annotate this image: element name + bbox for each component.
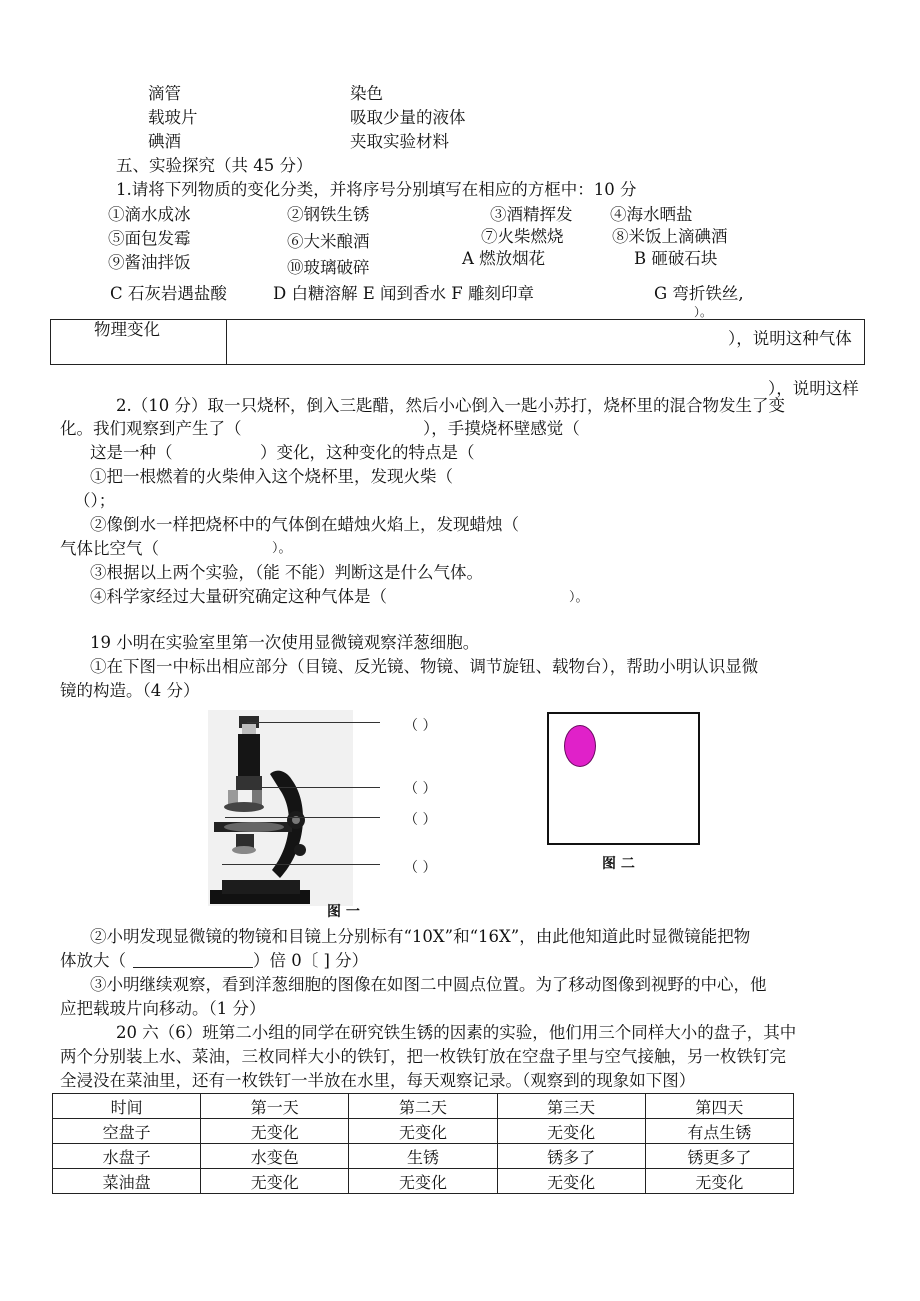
q1-item: A 燃放烟花: [462, 249, 546, 268]
q1-item: ⑧米饭上滴碘酒: [612, 227, 728, 246]
q20-line-3: 全浸没在菜油里，还有一枚铁钉一半放在水里，每天观察记录。（观察到的现象如下图）: [60, 1071, 696, 1090]
table-cell: 锈更多了: [645, 1144, 793, 1169]
q19-sub2a: ②小明发现显微镜的物镜和目镜上分别标有“10X”和“16X”，由此他知道此时显微镜能把物: [90, 927, 751, 946]
table-header-row: [53, 1094, 794, 1119]
q1-item: ①滴水成冰: [108, 205, 191, 224]
table-cell: 生锈: [349, 1144, 497, 1169]
match-right-2: 吸取少量的液体: [350, 108, 466, 127]
q2-line-5: （）；: [74, 491, 116, 510]
q1-item: ⑦火柴燃烧: [481, 227, 564, 246]
cell-dot: [564, 725, 596, 767]
table-header-cell: 第二天: [349, 1094, 497, 1119]
q1-item: ⑨酱油拌饭: [108, 253, 191, 272]
overlap-text-1: ），说明这种气体: [728, 329, 852, 348]
label-line: [247, 787, 380, 788]
rust-observation-table: [52, 1093, 794, 1194]
q19-title: 19 小明在实验室里第一次使用显微镜观察洋葱细胞。: [90, 633, 480, 652]
q2-line-1: 2.（10 分）取一只烧杯，倒入三匙醋，然后小心倒入一匙小苏打，烧杯里的混合物发生了变: [116, 396, 785, 415]
physical-change-label: 物理变化: [94, 320, 160, 339]
q19-sub1b: 镜的构造。（4 分）: [60, 681, 200, 700]
figure-2-frame: [547, 712, 700, 845]
q1-item: ⑩玻璃破碎: [287, 258, 370, 277]
match-left-2: 载玻片: [148, 108, 198, 127]
label-blank: （ ）: [404, 860, 437, 876]
table-header-cell: 第三天: [497, 1094, 645, 1119]
q2-line-4: ①把一根燃着的火柴伸入这个烧杯里，发现火柴（: [90, 467, 453, 486]
section-heading: 五、实验探究（共 45 分）: [116, 156, 313, 175]
q19-sub3a: ③小明继续观察，看到洋葱细胞的图像在如图二中圆点位置。为了移动图像到视野的中心，他: [90, 975, 767, 994]
stray-mark: ）。: [694, 305, 713, 319]
match-right-3: 夹取实验材料: [350, 132, 449, 151]
table-header-cell: 第四天: [645, 1094, 793, 1119]
table-cell: 有点生锈: [645, 1119, 793, 1144]
q19-sub2b-b: ）倍 0〔 ] 分）: [253, 951, 369, 970]
table-cell: 无变化: [497, 1169, 645, 1194]
q1-item: D 白糖溶解 E 闻到香水 F 雕刻印章: [273, 284, 534, 303]
q1-prompt: 1.请将下列物质的变化分类，并将序号分别填写在相应的方框中：10 分: [116, 180, 637, 199]
q1-item: C 石灰岩遇盐酸: [110, 284, 227, 303]
q1-item: ②钢铁生锈: [287, 205, 370, 224]
table-cell: 水盘子: [53, 1144, 201, 1169]
q19-sub3b: 应把载玻片向移动。（1 分）: [60, 999, 266, 1018]
table-cell: 菜油盘: [53, 1169, 201, 1194]
q1-item: B 砸破石块: [634, 249, 718, 268]
label-line: [222, 864, 380, 865]
label-line: [247, 722, 380, 723]
table-cell: 无变化: [201, 1169, 349, 1194]
q19-sub2b-a: 体放大（: [60, 951, 126, 970]
q20-line-1: 20 六（6）班第二小组的同学在研究铁生锈的因素的实验，他们用三个同样大小的盘子，其中: [116, 1023, 797, 1042]
q2-line-2b: ），手摸烧杯壁感觉（: [423, 419, 580, 438]
table-cell: 无变化: [497, 1119, 645, 1144]
figure-1-caption: 图 一: [327, 904, 360, 920]
q1-item: ④海水晒盐: [610, 205, 693, 224]
table-row: [53, 1119, 794, 1144]
table-cell: 无变化: [645, 1169, 793, 1194]
q1-item: ③酒精挥发: [490, 205, 573, 224]
q2-line-8: ③根据以上两个实验，（能 不能）判断这是什么气体。: [90, 563, 483, 582]
classification-divider: [226, 319, 227, 365]
q19-sub1a: ①在下图一中标出相应部分（目镜、反光镜、物镜、调节旋钮、载物台），帮助小明认识显微: [90, 657, 759, 676]
table-cell: 无变化: [201, 1119, 349, 1144]
label-line: [225, 817, 380, 818]
q2-line-9b: ）。: [569, 590, 589, 605]
table-header-cell: 第一天: [201, 1094, 349, 1119]
match-left-1: 滴管: [148, 84, 181, 103]
table-cell: 水变色: [201, 1144, 349, 1169]
label-blank: （ ）: [404, 781, 437, 797]
q1-item: ⑥大米酿酒: [287, 232, 370, 251]
q2-line-6: ②像倒水一样把烧杯中的气体倒在蜡烛火焰上，发现蜡烛（: [90, 515, 519, 534]
table-cell: 无变化: [349, 1119, 497, 1144]
table-cell: 空盘子: [53, 1119, 201, 1144]
microscope-image: [208, 710, 353, 906]
figure-2-caption: 图 二: [602, 856, 635, 872]
table-row: [53, 1169, 794, 1194]
q2-line-3b: ）变化，这种变化的特点是（: [260, 443, 475, 462]
q2-line-3a: 这是一种（: [90, 443, 173, 462]
q2-line-9a: ④科学家经过大量研究确定这种气体是（: [90, 587, 387, 606]
q2-line-2a: 化。我们观察到产生了（: [60, 419, 242, 438]
q1-item: G 弯折铁丝,: [654, 284, 744, 303]
q20-line-2: 两个分别装上水、菜油，三枚同样大小的铁钉，把一枚铁钉放在空盘子里与空气接触，另一枚铁钉完: [60, 1047, 786, 1066]
q2-line-7a: 气体比空气（: [60, 539, 159, 558]
table-cell: 无变化: [349, 1169, 497, 1194]
table-row: [53, 1144, 794, 1169]
table-cell: 锈多了: [497, 1144, 645, 1169]
q2-line-7b: ）。: [272, 541, 292, 556]
magnification-blank: [133, 967, 253, 968]
match-right-1: 染色: [350, 84, 383, 103]
label-blank: （ ）: [404, 812, 437, 828]
overlap-text-2: ），说明这样: [768, 379, 859, 398]
table-header-cell: 时间: [53, 1094, 201, 1119]
q1-item: ⑤面包发霉: [108, 229, 191, 248]
match-left-3: 碘酒: [148, 132, 181, 151]
label-blank: （ ）: [404, 718, 437, 734]
